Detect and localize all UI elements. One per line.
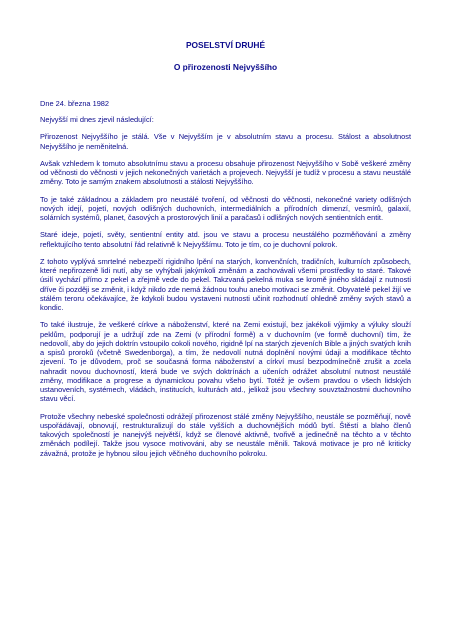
paragraph-5: Staré ideje, pojetí, světy, sentientní entity atd. jsou ve stavu a procesu neustálého pozměňování a změny reflektujícího tento absolutní řád relativně k Nejvyššímu. Toto je tím, co je duchovní pokrok. xyxy=(40,230,411,249)
document-page xyxy=(40,40,411,458)
paragraph-1: Nejvyšší mi dnes zjevil následující: xyxy=(40,115,154,124)
paragraph-8: Protože všechny nebeské společnosti odrážejí přirozenost stálé změny Nejvyššího, neustále se pozměňují, nově uspořádávají, obnovují, restrukturalizují do stále vyšších a duchovnějších módů bytí. Štěstí a blaho členů takových společností je nanejvýš největší, když se členové aktivně, tvořivě a jedinečně na těchto a v těchto změnách podílejí. Takže jsou vysoce motivováni, aby se neustále měnili. Taková motivace je pro ně kriticky závažná, protože je hybnou silou jejich věčného duchovního pokroku. xyxy=(40,411,411,458)
paragraph-6: Z tohoto vyplývá smrtelné nebezpečí rigidního lpění na starých, konvenčních, tradičních, kulturních způsobech, které nepřirozeně lidi nutí, aby se vyhýbali jakýmkoli změnám a zachovávali všemi prostředky to staré. Takové úsilí vychází přímo z pekel a zřejmě vede do pekel. Takzvaná pekelná muka se kromě jiného skládají z nutnosti dříve či později se změnit, i když nikdo zde nemá žádnou touhu anebo motivaci se změnit. Obyvatelé pekel žijí ve stálém teroru očekávajíce, že kdykoli budou vystaveni nutnosti učinit rozhodnutí ohledně změny svých stavů a kondic. xyxy=(40,256,411,312)
paragraph-4: To je také základnou a základem pro neustálé tvoření, od věčnosti do věčnosti, nekonečné variety odlišných nových idejí, pojetí, nových odlišných duchovních, intermediálních a přírodních dimenzí, vesmírů, galaxií, solárních systémů, planet, časových a prostorových linií a paračasů i odlišných nových sentientních entit. xyxy=(40,194,411,222)
paragraph-3: Avšak vzhledem k tomuto absolutnímu stavu a procesu obsahuje přirozenost Nejvyššího v Sobě veškeré změny od věčnosti do věčnosti v jejich nekonečných varietách a projevech. Nejvyšší je tudíž v procesu a stavu neustálé změny. Toto je samým znakem absolutnosti a stálosti Nejvyššího. xyxy=(40,158,411,187)
paragraph-2: Přirozenost Nejvyššího je stálá. Vše v Nejvyšším je v absolutním stavu a procesu. Stálost a absolutnost Nejvyššího je neměnitelná. xyxy=(40,132,411,151)
page-subtitle: O přirozenosti Nejvyššího xyxy=(173,62,278,72)
page-title: POSELSTVÍ DRUHÉ xyxy=(185,40,266,50)
paragraph-7: To také ilustruje, že veškeré církve a náboženství, které na Zemi existují, bez jakékoli výjimky a výluky slouží peklům, podporují je a udržují zde na Zemi (v přírodní formě) a v duchovním (ve formě duchovní) tím, že nedovolí, aby do jejich doktrín vstoupilo cokoli nového, rigidně lpí na starých zjeveních Bible a jiných svatých knih a spisů proroků (včetně Swedenborga), a tím, že nedovolí nutná doplnění novými údaji a modifikace těchto zjevení. To je důvodem, proč se současná forma náboženství a církví musí bezpodmínečně zrušit a zcela nahradit novou duchovností, která bude ve svých doktrínách a učeních odrážet absolutní nutnost neustálé změny, modifikace a progrese a dynamickou povahu všeho bytí. Totéž je ovšem pravdou o všech lidských ustanoveních, systémech, vládách, institucích, kulturách atd., jelikož jsou všechny souvztažnostmi duchovního stavu věcí. xyxy=(40,320,411,404)
date-line: Dne 24. března 1982 xyxy=(40,99,110,108)
